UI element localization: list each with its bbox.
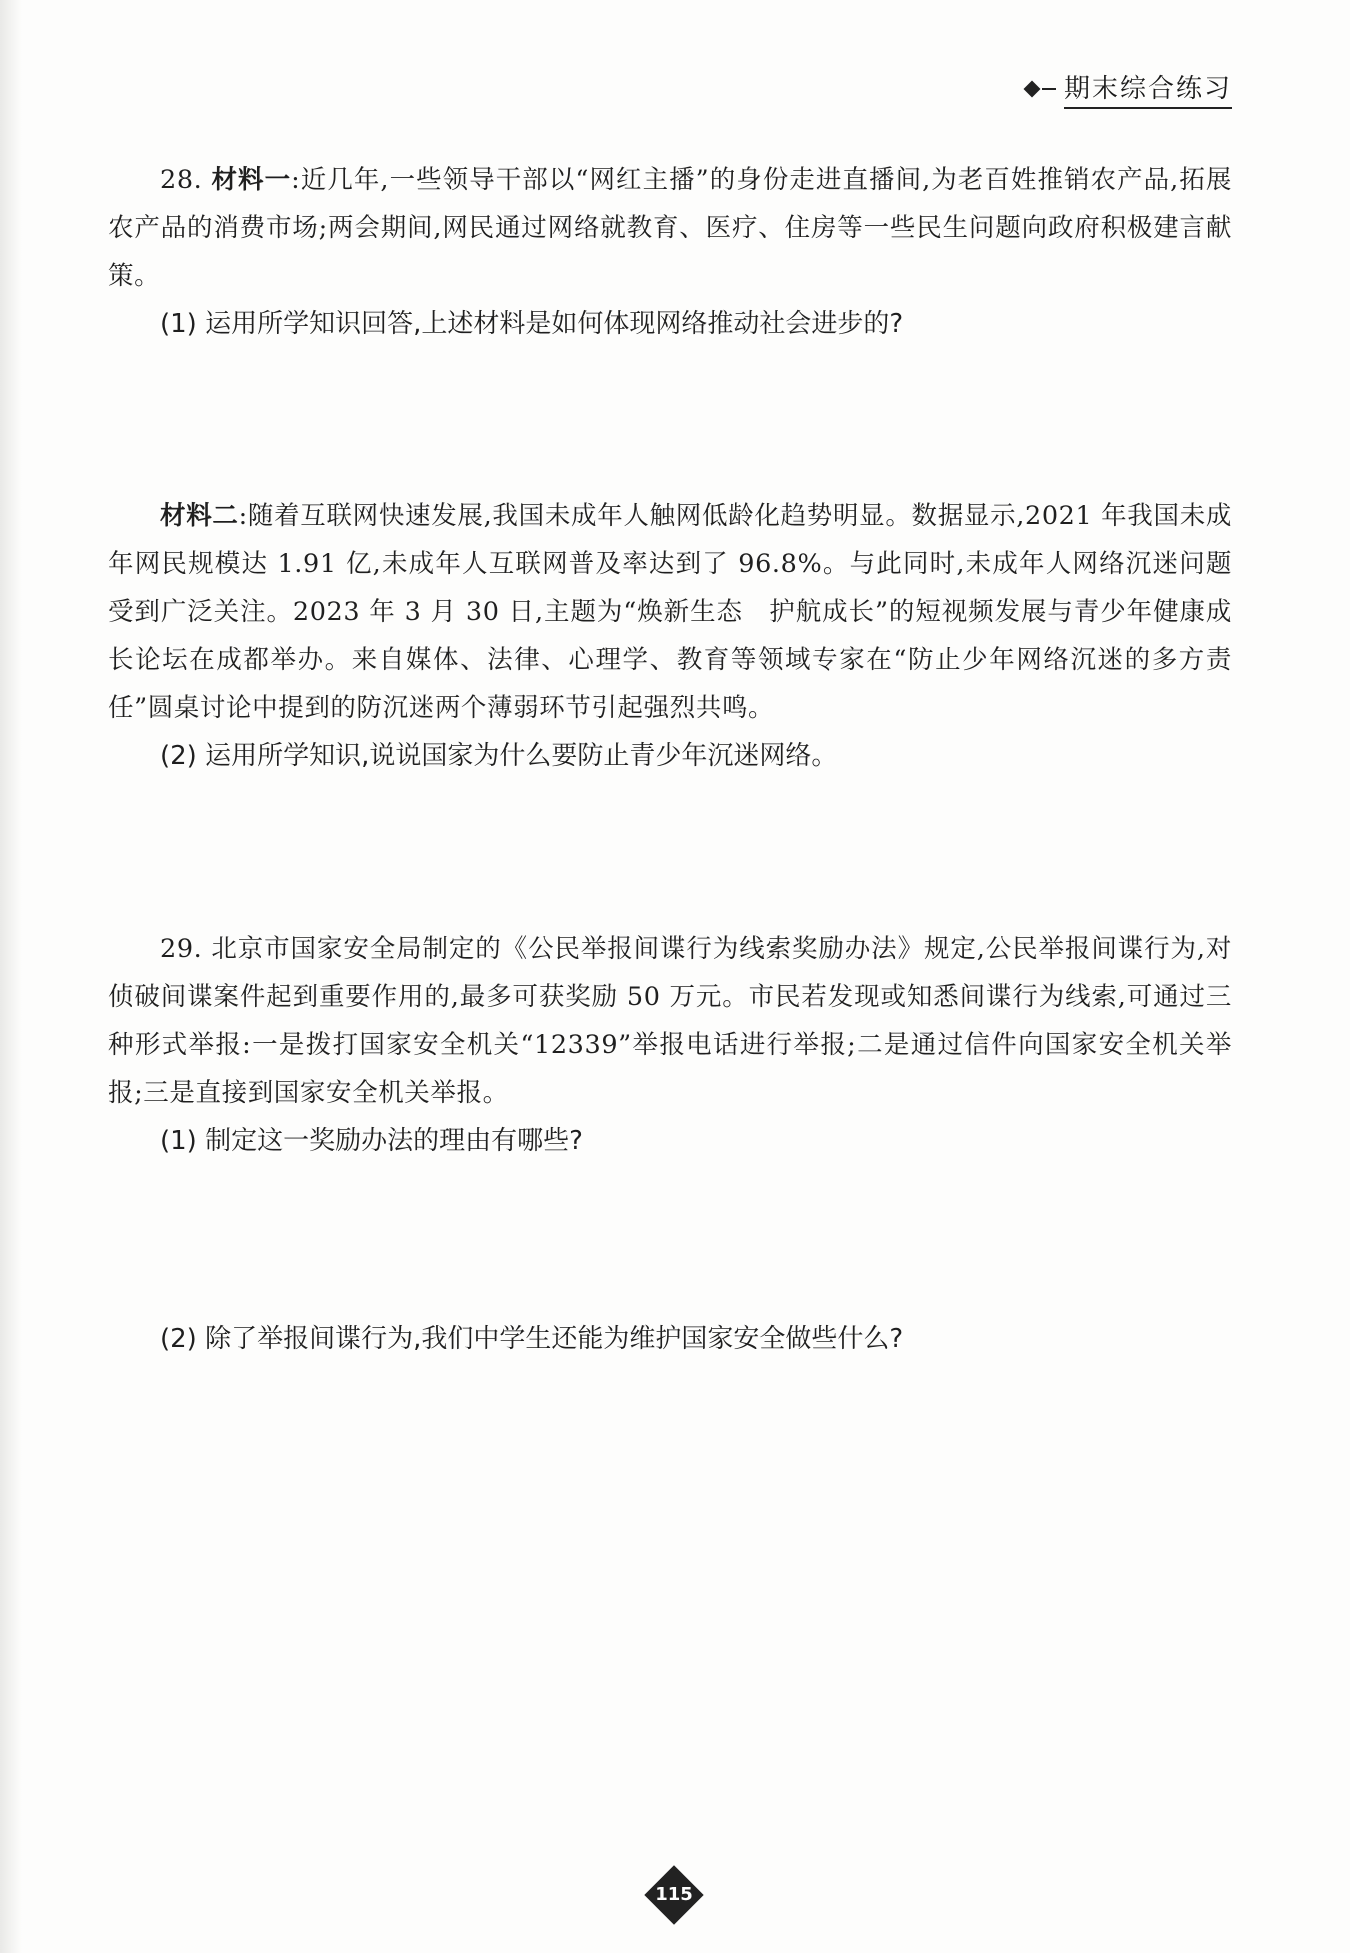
answer-space [108,1165,1232,1315]
page-edge-shadow [0,0,22,1953]
question-28-material-2 [108,492,1232,732]
page-number-badge [645,1866,703,1924]
answer-space [108,780,1232,925]
question-29-text: 29. 北京市国家安全局制定的《公民举报间谍行为线索奖励办法》规定,公民举报间谍行为,对侦破间谍案件起到重要作用的,最多可获奖励 50 万元。市民若发现或知悉间谍行为线索,可通过三种形式举报:一是拨打国家安全机关“12339”举报电话进行举报;二是通过信件向国家安全机关举报;三是直接到国家安全机关举报。 [108,934,1232,1108]
question-28-sub-2: (2) 运用所学知识,说说国家为什么要防止青少年沉迷网络。 [160,741,838,771]
diamond-bullet-icon [1023,80,1040,97]
section-title: 期末综合练习 [1064,68,1232,109]
question-28-sub-1: (1) 运用所学知识回答,上述材料是如何体现网络推动社会进步的? [160,309,904,339]
material-1-label: 材料一 [211,165,292,195]
question-number: 28. [160,165,203,195]
page-number: 115 [655,1884,693,1905]
question-29-sub-1: (1) 制定这一奖励办法的理由有哪些? [160,1126,583,1156]
material-2-text: :随着互联网快速发展,我国未成年人触网低龄化趋势明显。数据显示,2021 年我国未成年网民规模达 1.91 亿,未成年人互联网普及率达到了 96.8%。与此同时,未成年人网络沉迷问题受到广泛关注。2023 年 3 月 30 日,主题为“焕新生态 护航成长”的短视频发展与青少年健康成长论坛在成都举办。来自媒体、法律、心理学、教育等领域专家在“防止少年网络沉迷的多方责任”圆桌讨论中提到的防沉迷两个薄弱环节引起强烈共鸣。 [108,501,1232,723]
material-2-label: 材料二 [160,501,239,531]
page-header [1026,68,1232,109]
answer-space [108,348,1232,492]
page-content [108,156,1232,1363]
question-29-sub-2: (2) 除了举报间谍行为,我们中学生还能为维护国家安全做些什么? [160,1324,904,1354]
material-1-text: :近几年,一些领导干部以“网红主播”的身份走进直播间,为老百姓推销农产品,拓展农产品的消费市场;两会期间,网民通过网络就教育、医疗、住房等一些民生问题向政府积极建言献策。 [108,165,1232,291]
question-28-material-1 [108,156,1232,300]
header-rule [1042,88,1056,90]
